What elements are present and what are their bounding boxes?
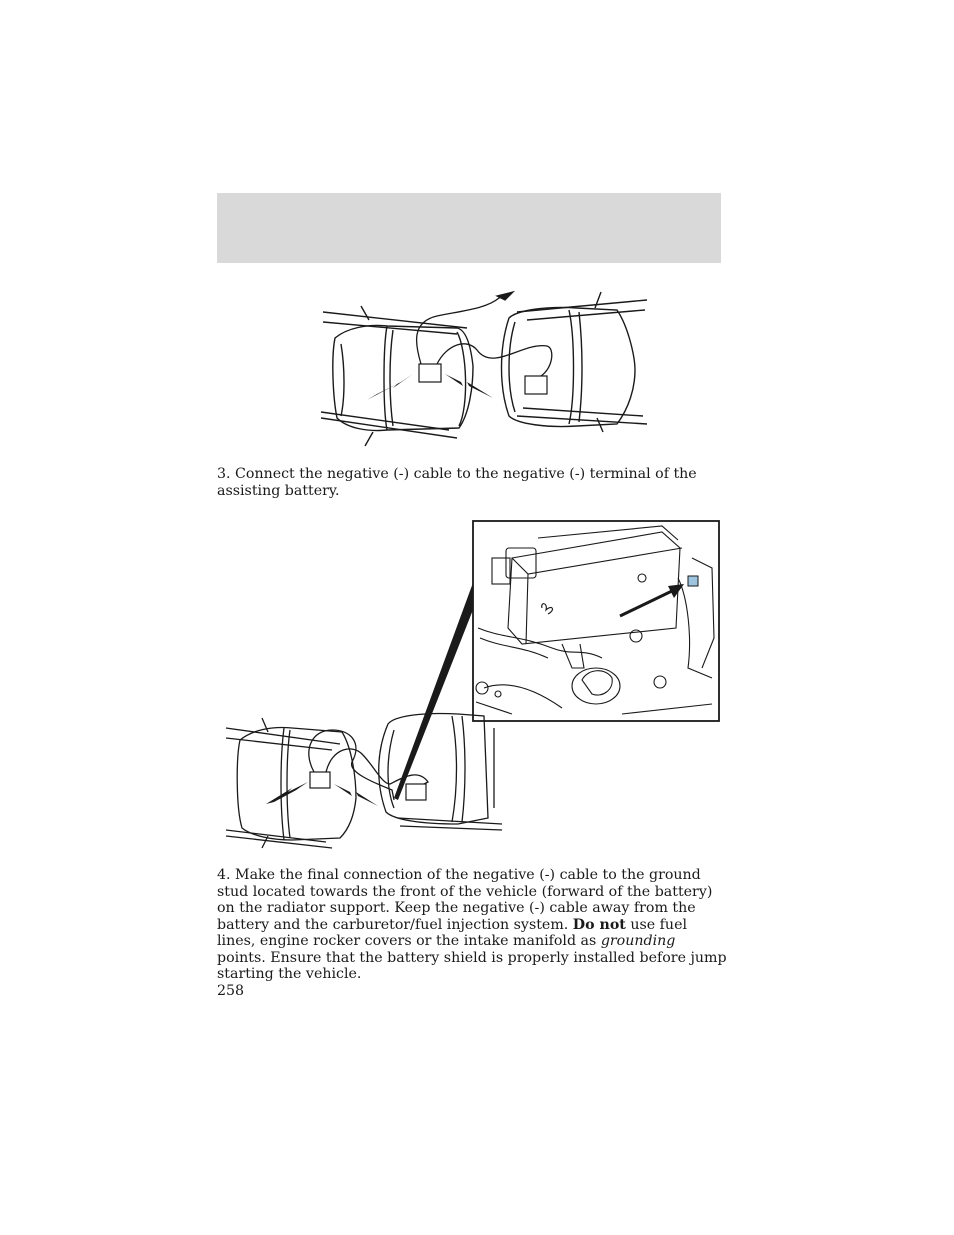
jump-start-ground-diagram-2 xyxy=(222,518,722,848)
car-icon xyxy=(502,292,648,432)
step-4-text-part3: points. Ensure that the battery shield is properly installed before jump starting the vehicle. xyxy=(217,949,727,982)
battery-icon xyxy=(525,376,547,394)
battery-icon xyxy=(419,364,441,382)
pointer-arrow-icon xyxy=(394,580,480,800)
ground-stud-icon xyxy=(688,576,698,586)
spark-icon xyxy=(445,374,493,398)
car-icon xyxy=(226,718,356,848)
step-4-bold-warning: Do not xyxy=(572,916,626,933)
engine-bay-inset-frame xyxy=(473,521,719,721)
section-header-band xyxy=(217,193,721,263)
car-icon xyxy=(321,306,473,446)
step-4-italic-term: grounding xyxy=(600,933,676,949)
page-number: 258 xyxy=(217,983,245,999)
step-3-instruction: 3. Connect the negative (-) cable to the negative (-) terminal of the assisting battery. xyxy=(217,466,697,499)
battery-icon xyxy=(310,772,330,788)
step-4-instruction xyxy=(217,867,727,983)
step-4-text-part1: 4. Make the final connection of the negative (-) cable to the ground stud located towards the front of the vehicle (forward of the battery) on the radiator support. Keep the negative (-) cable away from the battery and the carburetor/fuel injection system. xyxy=(217,867,713,933)
car-icon xyxy=(379,713,502,830)
jumper-cable-icon xyxy=(417,292,552,376)
step-4-text-part2: use fuel lines, engine rocker covers or the intake manifold as xyxy=(217,916,687,949)
jump-start-cars-diagram-1 xyxy=(317,288,650,448)
battery-icon xyxy=(406,784,426,800)
